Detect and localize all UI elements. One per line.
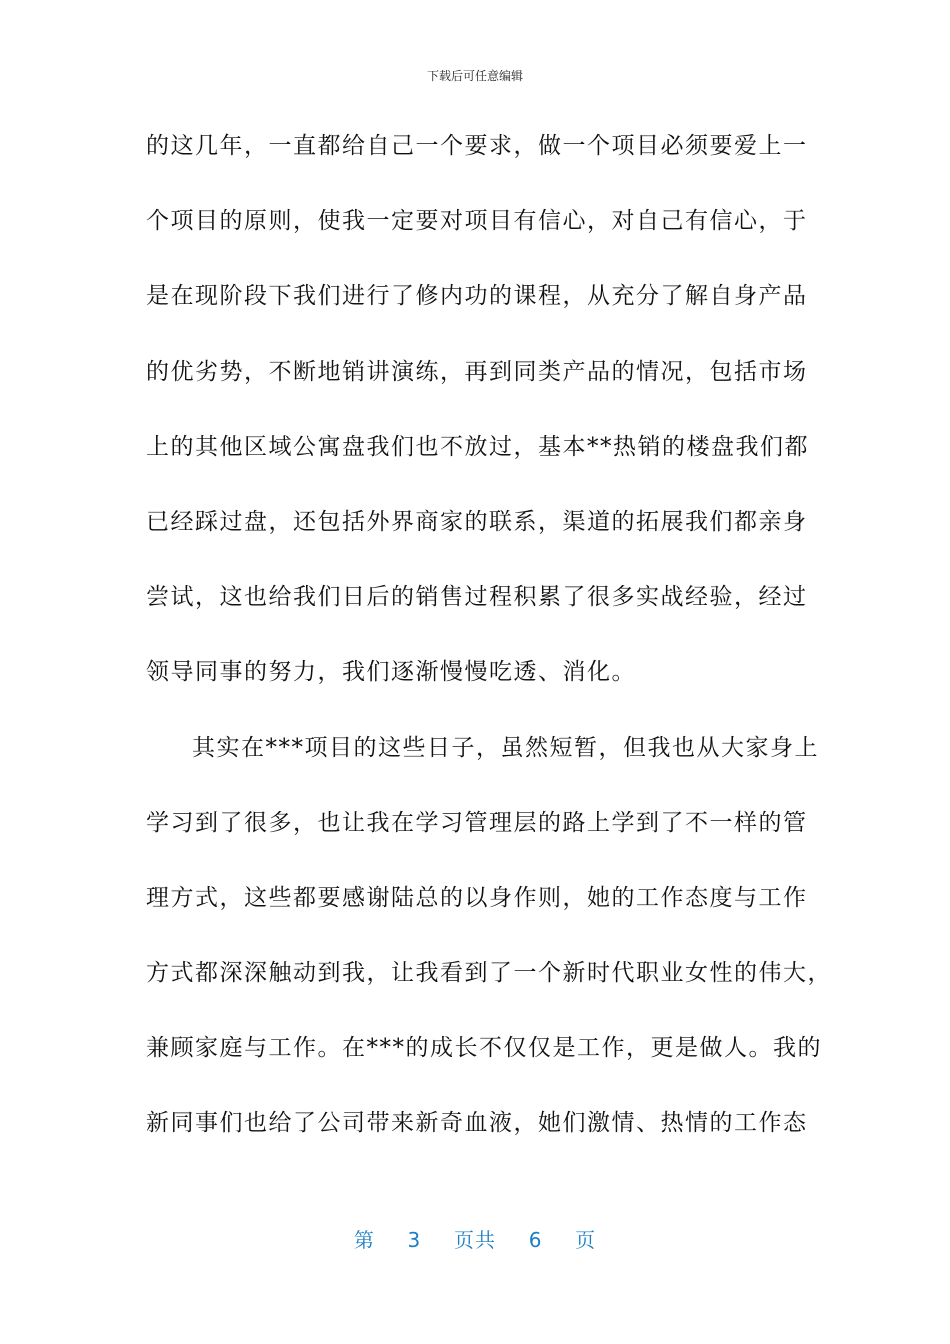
text-line: 个项目的原则，使我一定要对项目有信心，对自己有信心，于 <box>146 208 808 235</box>
text-line: 已经踩过盘，还包括外界商家的联系，渠道的拓展我们都亲身 <box>146 508 808 535</box>
text-line: 理方式，这些都要感谢陆总的以身作则，她的工作态度与工作 <box>146 884 808 911</box>
text-line: 兼顾家庭与工作。在***的成长不仅仅是工作，更是做人。我的 <box>146 1035 822 1062</box>
total-pages-number: 6 <box>528 1228 543 1252</box>
document-body <box>146 120 832 1173</box>
page-footer <box>0 1224 950 1253</box>
text-line: 的这几年，一直都给自己一个要求，做一个项目必须要爱上一 <box>146 133 808 159</box>
text-line: 的优劣势，不断地销讲演练，再到同类产品的情况，包括市场 <box>146 358 808 385</box>
footer-middle: 页共 <box>454 1228 496 1252</box>
paragraph-start-line: 其实在***项目的这些日子，虽然短暂，但我也从大家身上 <box>192 734 819 761</box>
text-line: 上的其他区域公寓盘我们也不放过，基本**热销的楼盘我们都 <box>146 433 809 460</box>
footer-suffix: 页 <box>575 1228 597 1252</box>
text-line: 学习到了很多，也让我在学习管理层的路上学到了不一样的管 <box>146 809 808 836</box>
footer-prefix: 第 <box>353 1228 375 1252</box>
current-page-number: 3 <box>407 1228 422 1252</box>
text-line: 方式都深深触动到我，让我看到了一个新时代职业女性的伟大， <box>146 960 832 987</box>
text-line: 是在现阶段下我们进行了修内功的课程，从充分了解自身产品 <box>146 283 808 310</box>
text-line: 领导同事的努力，我们逐渐慢慢吃透、消化。 <box>146 659 636 686</box>
text-line: 新同事们也给了公司带来新奇血液，她们激情、热情的工作态 <box>146 1110 808 1137</box>
header-note: 下载后可任意编辑 <box>426 69 523 83</box>
text-line: 尝试，这也给我们日后的销售过程积累了很多实战经验，经过 <box>146 584 808 611</box>
